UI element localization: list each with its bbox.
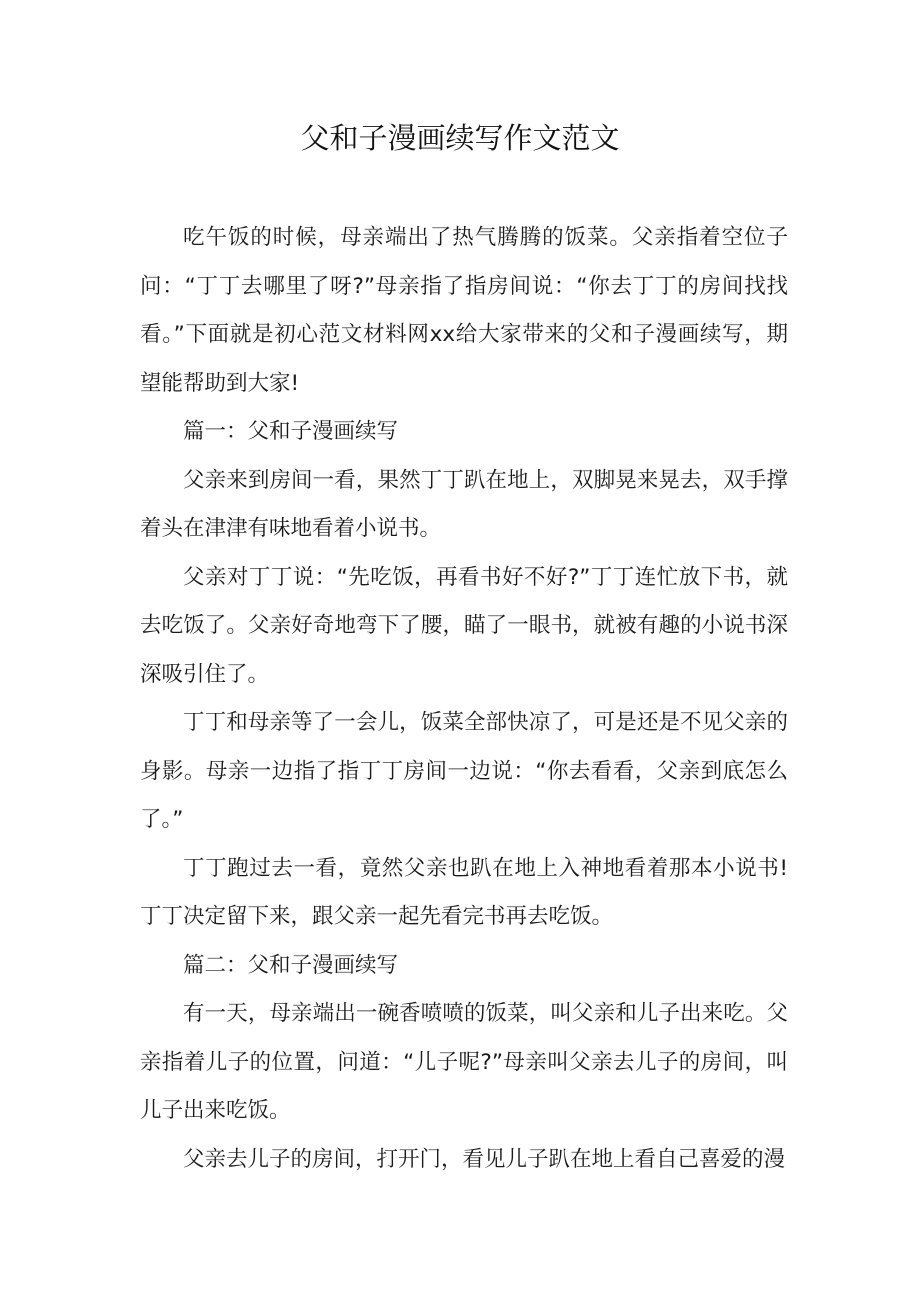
paragraph: 丁丁和母亲等了一会儿，饭菜全部快凉了，可是还是不见父亲的身影。母亲一边指了指丁丁房间一边说：“你去看看，父亲到底怎么了。” bbox=[140, 710, 788, 832]
document-title: 父和子漫画续写作文范文 bbox=[300, 121, 620, 155]
paragraph: 父亲对丁丁说：“先吃饭，再看书好不好?”丁丁连忙放下书，就去吃饭了。父亲好奇地弯下了腰，瞄了一眼书，就被有趣的小说书深深吸引住了。 bbox=[140, 564, 788, 687]
paragraph-intro: 吃午饭的时候，母亲端出了热气腾腾的饭菜。父亲指着空位子问：“丁丁去哪里了呀?”母亲指了指房间说：“你去丁丁的房间找找看。”下面就是初心范文材料网xx给大家带来的父和子漫画续写，期望能帮助到大家! bbox=[140, 225, 788, 396]
section-heading-1: 篇一：父和子漫画续写 bbox=[183, 419, 399, 444]
document-body bbox=[140, 214, 788, 1184]
paragraph: 丁丁跑过去一看，竟然父亲也趴在地上入神地看着那本小说书!丁丁决定留下来，跟父亲一起先看完书再去吃饭。 bbox=[140, 855, 788, 929]
section-heading-2: 篇二：父和子漫画续写 bbox=[183, 952, 399, 978]
paragraph: 父亲去儿子的房间，打开门，看见儿子趴在地上看自己喜爱的漫 bbox=[183, 1146, 786, 1172]
paragraph: 父亲来到房间一看，果然丁丁趴在地上，双脚晃来晃去，双手撑着头在津津有味地看着小说书。 bbox=[140, 467, 788, 541]
paragraph: 有一天，母亲端出一碗香喷喷的饭菜，叫父亲和儿子出来吃。父亲指着儿子的位置，问道：“儿子呢?”母亲叫父亲去儿子的房间，叫儿子出来吃饭。 bbox=[140, 1001, 788, 1123]
